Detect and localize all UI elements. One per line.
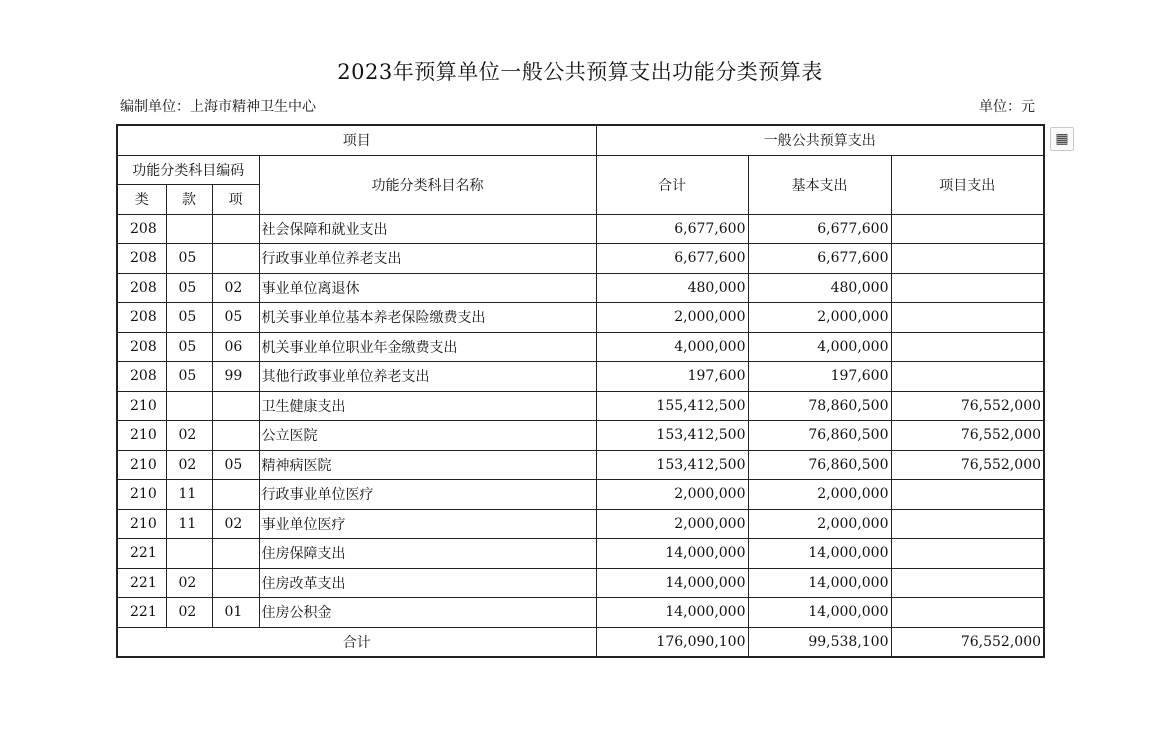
header-name: 功能分类科目名称 [259,155,596,214]
amount-project [891,362,1044,392]
code-xiang [212,539,259,569]
subject-name: 公立医院 [259,421,596,451]
code-xiang [212,244,259,274]
amount-total: 2,000,000 [596,303,748,333]
page-title: 2023年预算单位一般公共预算支出功能分类预算表 [337,60,823,84]
code-kuan: 02 [166,450,212,480]
table-row [117,273,1044,303]
code-kuan: 05 [166,273,212,303]
amount-project [891,332,1044,362]
code-kuan: 02 [166,598,212,628]
amount-project [891,539,1044,569]
amount-basic: 2,000,000 [748,303,891,333]
amount-basic: 78,860,500 [748,391,891,421]
amount-total: 153,412,500 [596,421,748,451]
amount-total: 14,000,000 [596,568,748,598]
amount-basic: 197,600 [748,362,891,392]
code-xiang: 02 [212,509,259,539]
code-lei: 210 [117,421,166,451]
code-xiang: 02 [212,273,259,303]
amount-project [891,480,1044,510]
code-xiang [212,391,259,421]
amount-project [891,244,1044,274]
table-row [117,539,1044,569]
table-row [117,421,1044,451]
header-row-1 [117,125,1044,155]
table-row [117,450,1044,480]
amount-project [891,509,1044,539]
code-xiang: 05 [212,450,259,480]
amount-basic: 480,000 [748,273,891,303]
amount-total: 2,000,000 [596,480,748,510]
code-xiang: 01 [212,598,259,628]
code-lei: 210 [117,450,166,480]
header-code-group: 功能分类科目编码 [117,155,259,185]
code-kuan: 05 [166,332,212,362]
code-lei: 221 [117,568,166,598]
amount-total: 153,412,500 [596,450,748,480]
table-row [117,362,1044,392]
amount-basic: 6,677,600 [748,214,891,244]
header-total: 合计 [596,155,748,214]
compiling-unit: 编制单位：上海市精神卫生中心 [120,99,316,115]
header-general-budget: 一般公共预算支出 [596,125,1044,155]
amount-project [891,214,1044,244]
amount-project: 76,552,000 [891,391,1044,421]
amount-basic: 2,000,000 [748,480,891,510]
code-xiang [212,421,259,451]
code-xiang [212,568,259,598]
amount-total: 2,000,000 [596,509,748,539]
subject-name: 事业单位离退休 [259,273,596,303]
amount-basic: 76,860,500 [748,450,891,480]
amount-basic: 14,000,000 [748,568,891,598]
amount-project [891,273,1044,303]
table-row [117,509,1044,539]
subject-name: 其他行政事业单位养老支出 [259,362,596,392]
header-basic: 基本支出 [748,155,891,214]
subject-name: 住房公积金 [259,598,596,628]
code-lei: 208 [117,303,166,333]
code-xiang [212,480,259,510]
subject-name: 住房改革支出 [259,568,596,598]
code-kuan [166,214,212,244]
table-row [117,598,1044,628]
amount-basic: 2,000,000 [748,509,891,539]
code-lei: 210 [117,480,166,510]
currency-unit: 单位：元 [979,99,1035,115]
code-kuan: 05 [166,362,212,392]
table-row [117,303,1044,333]
amount-total: 14,000,000 [596,598,748,628]
subject-name: 精神病医院 [259,450,596,480]
amount-total: 4,000,000 [596,332,748,362]
code-lei: 210 [117,509,166,539]
amount-basic: 14,000,000 [748,539,891,569]
header-items: 项目 [117,125,596,155]
amount-project: 76,552,000 [891,450,1044,480]
amount-basic: 14,000,000 [748,598,891,628]
subject-name: 住房保障支出 [259,539,596,569]
amount-project [891,303,1044,333]
amount-total: 197,600 [596,362,748,392]
code-lei: 221 [117,598,166,628]
code-kuan: 02 [166,421,212,451]
total-label: 合计 [117,627,596,657]
table-row [117,391,1044,421]
subject-name: 机关事业单位职业年金缴费支出 [259,332,596,362]
table-view-icon[interactable]: ▦ [1050,127,1074,151]
code-kuan: 05 [166,303,212,333]
code-kuan: 02 [166,568,212,598]
amount-basic: 4,000,000 [748,332,891,362]
amount-total: 6,677,600 [596,214,748,244]
total-sum: 176,090,100 [596,627,748,657]
amount-total: 480,000 [596,273,748,303]
subject-name: 事业单位医疗 [259,509,596,539]
table-row [117,480,1044,510]
budget-table [116,124,1045,658]
code-kuan [166,391,212,421]
total-project: 76,552,000 [891,627,1044,657]
header-row-2 [117,155,1044,185]
code-kuan: 11 [166,480,212,510]
code-kuan [166,539,212,569]
header-xiang: 项 [212,185,259,215]
amount-basic: 76,860,500 [748,421,891,451]
header-kuan: 款 [166,185,212,215]
table-row [117,568,1044,598]
code-lei: 208 [117,214,166,244]
code-kuan: 05 [166,244,212,274]
code-lei: 208 [117,273,166,303]
subject-name: 行政事业单位养老支出 [259,244,596,274]
amount-basic: 6,677,600 [748,244,891,274]
amount-total: 6,677,600 [596,244,748,274]
code-xiang [212,214,259,244]
code-xiang: 06 [212,332,259,362]
total-row [117,627,1044,657]
code-lei: 208 [117,362,166,392]
subject-name: 机关事业单位基本养老保险缴费支出 [259,303,596,333]
total-basic: 99,538,100 [748,627,891,657]
amount-project: 76,552,000 [891,421,1044,451]
code-lei: 221 [117,539,166,569]
header-project: 项目支出 [891,155,1044,214]
subject-name: 卫生健康支出 [259,391,596,421]
code-lei: 210 [117,391,166,421]
table-row [117,244,1044,274]
amount-total: 155,412,500 [596,391,748,421]
table-row [117,332,1044,362]
code-lei: 208 [117,244,166,274]
subject-name: 社会保障和就业支出 [259,214,596,244]
amount-project [891,598,1044,628]
code-xiang: 05 [212,303,259,333]
amount-project [891,568,1044,598]
code-xiang: 99 [212,362,259,392]
subject-name: 行政事业单位医疗 [259,480,596,510]
code-lei: 208 [117,332,166,362]
code-kuan: 11 [166,509,212,539]
header-lei: 类 [117,185,166,215]
amount-total: 14,000,000 [596,539,748,569]
table-row [117,214,1044,244]
